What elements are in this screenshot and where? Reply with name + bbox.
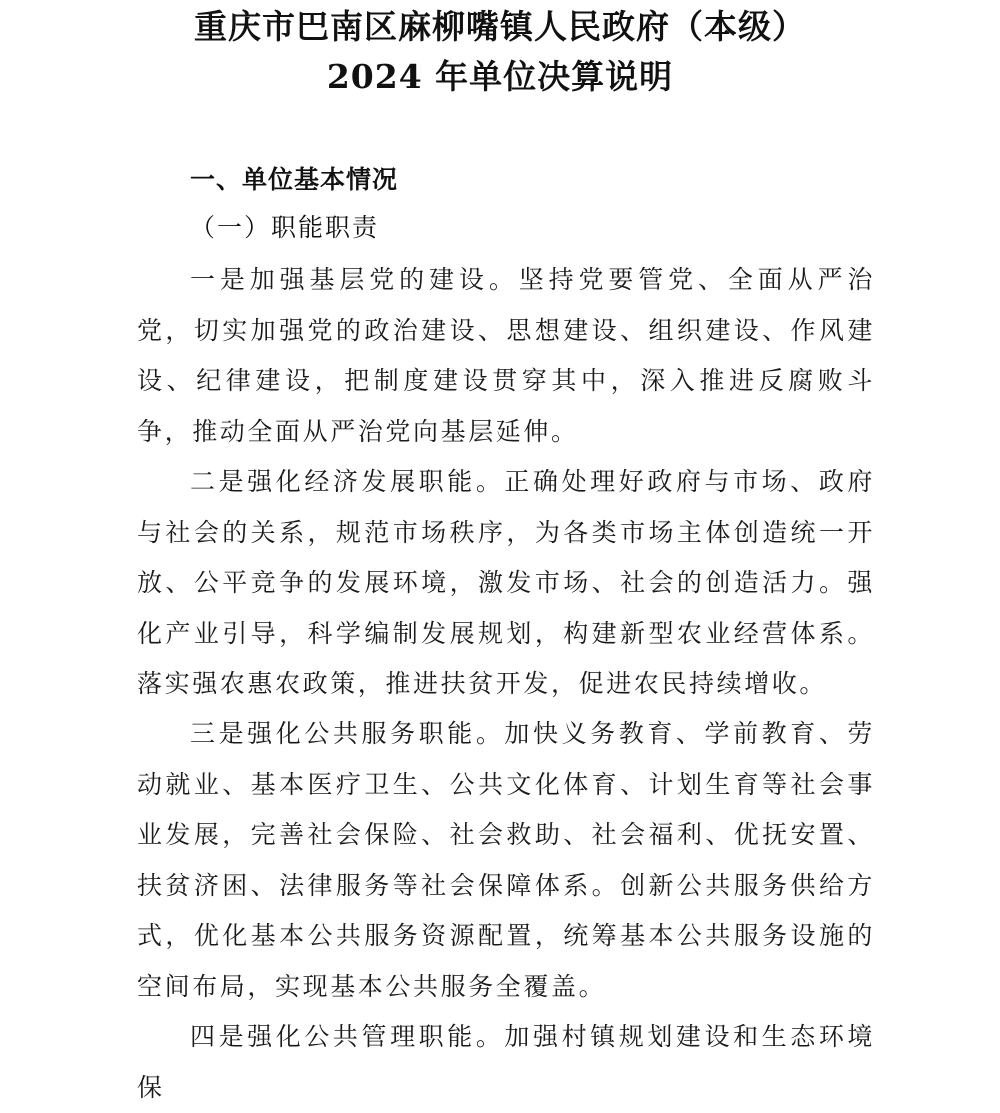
subsection-heading: （一）职能职责 — [190, 213, 380, 242]
section-heading: 一、单位基本情况 — [190, 165, 399, 194]
paragraph-public-management: 四是强化公共管理职能。加强村镇规划建设和生态环境保 — [137, 1022, 875, 1102]
document-title-line-2: 2024 年单位决算说明 — [326, 57, 674, 96]
paragraph-public-service: 三是强化公共服务职能。加快义务教育、学前教育、劳动就业、基本医疗卫生、公共文化体育、计划生育等社会事业发展，完善社会保险、社会救助、社会福利、优抚安置、扶贫济困、法律服务等社会保障体系。创新公共服务供给方式，优化基本公共服务资源配置，统筹基本公共服务设施的空间布局，实现基本公共服务全覆盖。 — [137, 719, 875, 1001]
document-title-line-1: 重庆市巴南区麻柳嘴镇人民政府（本级） — [194, 7, 806, 46]
paragraph-economic-development: 二是强化经济发展职能。正确处理好政府与市场、政府与社会的关系，规范市场秩序，为各类市场主体创造统一开放、公平竞争的发展环境，激发市场、社会的创造活力。强化产业引导，科学编制发展规划，构建新型农业经营体系。落实强农惠农政策，推进扶贫开发，促进农民持续增收。 — [137, 467, 875, 698]
paragraph-party-building: 一是加强基层党的建设。坚持党要管党、全面从严治党，切实加强党的政治建设、思想建设、组织建设、作风建设、纪律建设，把制度建设贯穿其中，深入推进反腐败斗争，推动全面从严治党向基层延伸。 — [137, 265, 875, 446]
